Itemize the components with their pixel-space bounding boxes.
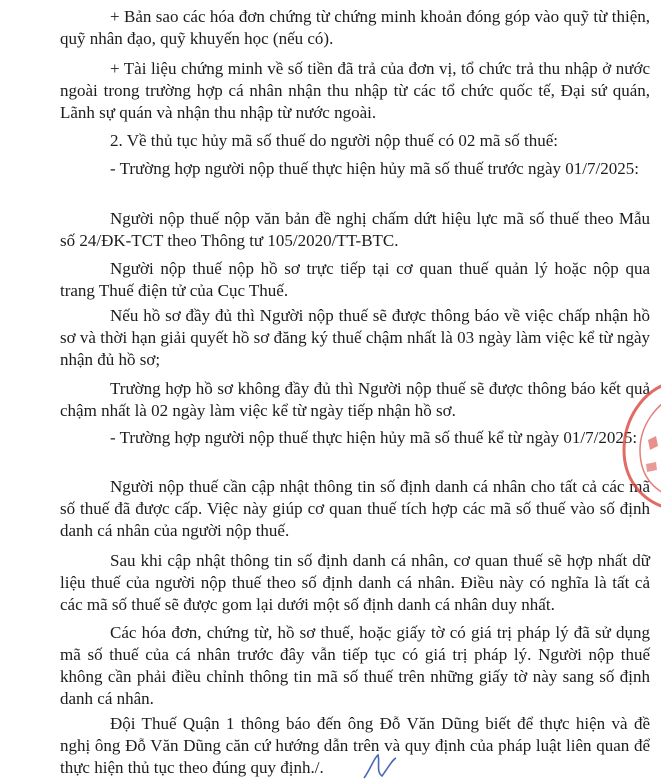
paragraph-submit-form: Người nộp thuế nộp văn bản đề nghị chấm dứt hiệu lực mã số thuế theo Mẫu số 24/ĐK-TCT theo Thông tư 105/2020/TT-BTC.: [60, 209, 650, 250]
paragraph-complete-dossier: Nếu hồ sơ đầy đủ thì Người nộp thuế sẽ được thông báo về việc chấp nhận hồ sơ và thời hạn giải quyết hồ sơ đăng ký thuế chậm nhất là 03 ngày làm việc kể từ ngày nhận đủ hồ sơ;: [60, 306, 650, 369]
paragraph-case-before-date: - Trường hợp người nộp thuế thực hiện hủy mã số thuế trước ngày 01/7/2025:: [110, 159, 639, 178]
red-seal-stamp: [612, 380, 661, 510]
paragraph-case-from-date: - Trường hợp người nộp thuế thực hiện hủy mã số thuế kể từ ngày 01/7/2025:: [110, 428, 638, 447]
paragraph-submit-channel: Người nộp thuế nộp hồ sơ trực tiếp tại cơ quan thuế quản lý hoặc nộp qua trang Thuế điện tử của Cục Thuế.: [60, 259, 650, 300]
section-heading-cancel-tax-code: 2. Về thủ tục hủy mã số thuế do người nộp thuế có 02 mã số thuế:: [110, 131, 559, 150]
paragraph-foreign-income-proof: + Tài liệu chứng minh về số tiền đã trả của đơn vị, tổ chức trả thu nhập ở nước ngoài trong trường hợp cá nhân nhận thu nhập từ các tổ chức quốc tế, Đại sứ quán, Lãnh sự quán và nhận thu nhập từ nước ngoài.: [60, 59, 650, 122]
paragraph-merge-data: Sau khi cập nhật thông tin số định danh cá nhân, cơ quan thuế sẽ hợp nhất dữ liệu thuế của người nộp thuế theo số định danh cá nhân. Điều này có nghĩa là tất cả các mã số thuế sẽ được gom lại dưới một số định danh cá nhân duy nhất.: [60, 551, 650, 614]
paragraph-notice-closing: Đội Thuế Quận 1 thông báo đến ông Đỗ Văn Dũng biết để thực hiện và đề nghị ông Đỗ Văn Dũng căn cứ hướng dẫn trên và quy định của pháp luật liên quan để thực hiện thủ tục theo đúng quy định./.: [60, 714, 650, 777]
paragraph-donation-receipts: + Bản sao các hóa đơn chứng từ chứng minh khoản đóng góp vào quỹ từ thiện, quỹ nhân đạo, quỹ khuyến học (nếu có).: [60, 7, 650, 48]
paragraph-update-identity: Người nộp thuế cần cập nhật thông tin số định danh cá nhân cho tất cả các mã số thuế đã được cấp. Việc này giúp cơ quan thuế tích hợp các mã số thuế vào số định danh cá nhân của người nộp thuế.: [60, 477, 650, 540]
paragraph-incomplete-dossier: Trường hợp hồ sơ không đầy đủ thì Người nộp thuế sẽ được thông báo kết quả chậm nhất là 02 ngày làm việc kể từ ngày tiếp nhận hồ sơ.: [60, 379, 650, 420]
handwritten-signature: [360, 752, 420, 781]
paragraph-legal-validity: Các hóa đơn, chứng từ, hồ sơ thuế, hoặc giấy tờ có giá trị pháp lý đã sử dụng mã số thuế của cá nhân trước đây vẫn tiếp tục có giá trị pháp lý. Người nộp thuế không cần phải điều chỉnh thông tin mã số thuế trên những giấy tờ này sang số định danh cá nhân.: [60, 623, 650, 708]
